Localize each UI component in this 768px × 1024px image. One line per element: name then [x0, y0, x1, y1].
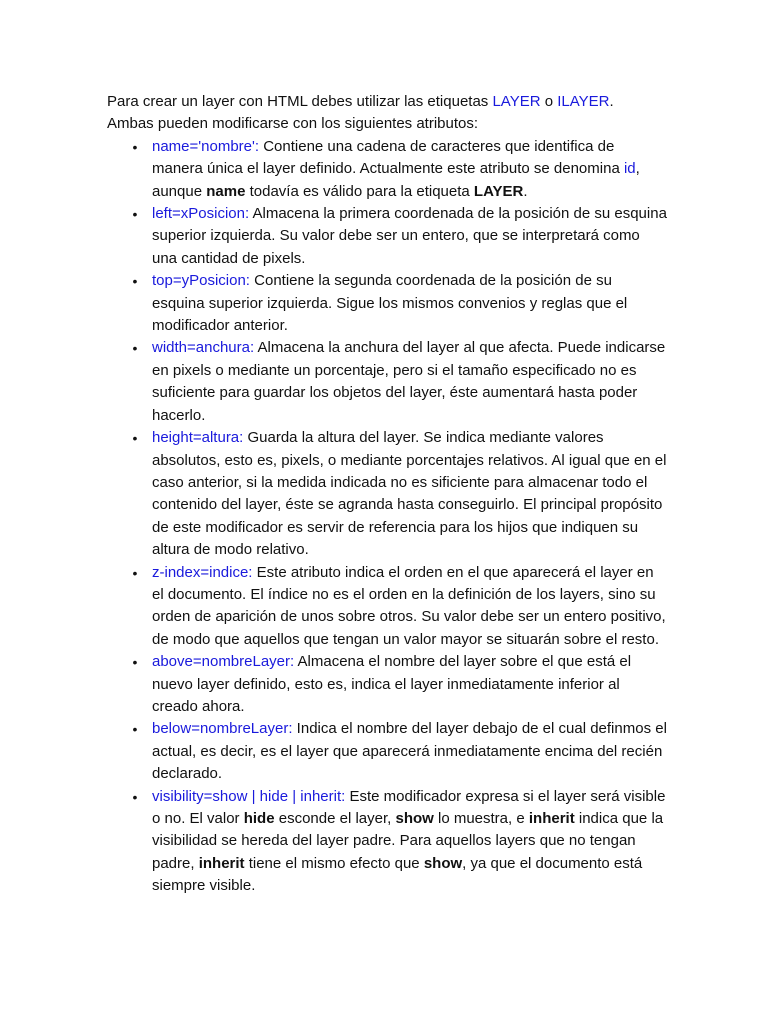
attribute-bold: show [395, 810, 434, 827]
attribute-desc: esconde el layer, [274, 810, 396, 827]
bullet-icon: • [132, 138, 138, 155]
attribute-key: above=nombreLayer: [152, 653, 295, 671]
attribute-desc: , aunque [152, 160, 640, 200]
bullet-icon: • [132, 721, 138, 738]
attribute-desc: Contiene la segunda coordenada de la posición de su esquina superior izquierda. Sigue los mismos convenios y reglas que el modificador anterior. [152, 272, 628, 335]
attribute-item-width [107, 337, 667, 427]
intro-line-2: Ambas pueden modificarse con los siguientes atributos: [107, 115, 479, 133]
intro-paragraph [107, 91, 667, 136]
attribute-item-z-index [107, 562, 667, 652]
attribute-key: left=xPosicion: [152, 205, 250, 223]
attribute-item-above [107, 651, 667, 718]
intro-text: Para crear un layer con HTML debes utilizar las etiquetas [107, 93, 493, 110]
attribute-item-visibility [107, 786, 667, 898]
attribute-key: z-index=indice: [152, 563, 253, 581]
attribute-key: top=yPosicion: [152, 272, 250, 290]
bullet-icon: • [132, 430, 138, 447]
ilayer-tag-keyword: ILAYER [557, 93, 610, 110]
bullet-icon: • [132, 340, 138, 357]
attribute-key: name='nombre': [152, 137, 260, 155]
bullet-icon: • [132, 273, 138, 290]
document-body [107, 91, 667, 898]
intro-period: . [609, 93, 614, 110]
attribute-bold: show [423, 854, 463, 872]
attribute-bold: name [206, 182, 246, 200]
attribute-desc: Almacena la primera coordenada de la posición de su esquina superior izquierda. Su valor debe ser un entero, que se interpretará como una cantidad de pixels. [152, 205, 667, 267]
layer-tag-keyword: LAYER [492, 93, 541, 110]
attribute-key: width=anchura: [152, 339, 255, 357]
attribute-desc: Almacena la anchura del layer al que afecta. Puede indicarse en pixels o mediante un porcentaje, pero si el tamaño especificado no es suficiente para guardar los objetos del layer, éste aumentará hasta poder hacerlo. [152, 339, 666, 424]
attribute-bold: LAYER [473, 182, 524, 200]
attribute-desc: tiene el mismo efecto que [244, 854, 424, 872]
attribute-key: below=nombreLayer: [152, 720, 293, 738]
attribute-item-top [107, 270, 667, 337]
attribute-key: visibility=show | hide | inherit: [152, 787, 346, 805]
bullet-icon: • [132, 206, 138, 223]
attribute-desc: indica que la visibilidad se hereda del layer padre. Para aquellos layers que no tengan padre, [152, 810, 664, 872]
attribute-key: height=altura: [152, 429, 244, 447]
bullet-icon: • [132, 654, 138, 671]
attribute-item-below [107, 718, 667, 785]
attribute-desc: Indica el nombre del layer debajo de el cual definmos el actual, es decir, es el layer que aparecerá inmediatamente encima del recién declarado. [152, 720, 667, 783]
bullet-icon: • [132, 564, 138, 581]
attribute-bold: hide [243, 810, 275, 827]
attribute-list [107, 136, 667, 898]
attribute-item-height [107, 427, 667, 561]
attribute-desc: Guarda la altura del layer. Se indica mediante valores absolutos, esto es, pixels, o mediante porcentajes relativos. Al igual que en el caso anterior, si la medida indicada no es sificiente para almacenar todo el contenido del layer, éste se agranda hasta conseguirlo. El principal propósito de este modificador es servir de referencia para los hijos que indiquen su altura de modo relativo. [152, 429, 667, 559]
attribute-desc: Contiene una cadena de caracteres que identifica de manera única el layer definido. Actualmente este atributo se denomina [152, 137, 624, 178]
attribute-desc: , ya que el documento está siempre visible. [152, 854, 643, 895]
attribute-bold: inherit [198, 854, 245, 872]
attribute-desc: todavía es válido para la etiqueta [245, 182, 474, 200]
attribute-desc: . [523, 182, 528, 200]
bullet-icon: • [132, 788, 138, 805]
attribute-desc: Este atributo indica el orden en el que aparecerá el layer en el documento. El índice no es el orden en la definición de los layers, sino su orden de aparición de unos sobre otros. Su valor debe ser un entero positivo, de modo que aquellos que tengan un valor mayor se situarán sobre el resto. [152, 563, 666, 648]
attribute-item-left [107, 203, 667, 270]
attribute-desc: Este modificador expresa si el layer será visible o no. El valor [152, 787, 666, 827]
attribute-desc: Almacena el nombre del layer sobre el que está el nuevo layer definido, esto es, indica el layer inmediatamente inferior al creado ahora. [152, 653, 632, 715]
intro-connector: o [540, 93, 558, 110]
attribute-item-name [107, 136, 667, 203]
attribute-keyword: id [623, 160, 636, 178]
attribute-desc: lo muestra, e [433, 810, 529, 827]
attribute-bold: inherit [528, 810, 575, 827]
